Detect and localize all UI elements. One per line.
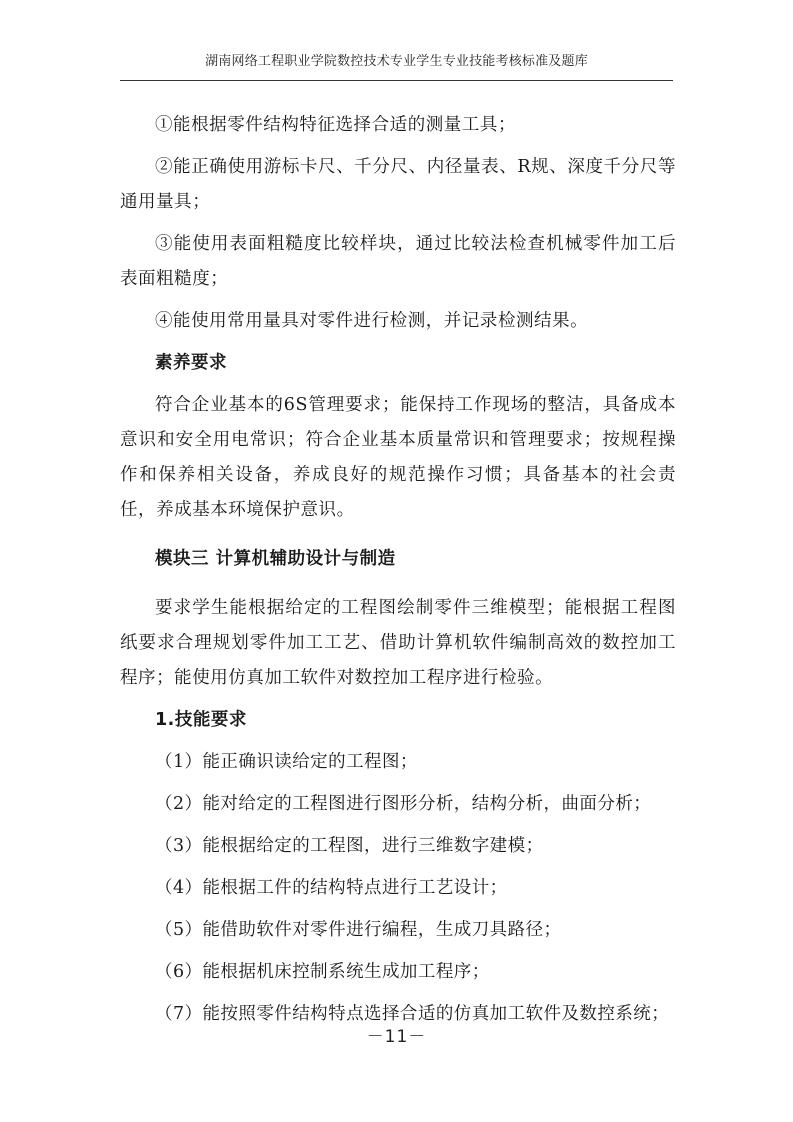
running-header: 湖南网络工程职业学院数控技术专业学生专业技能考核标准及题库 xyxy=(205,54,588,69)
module-3-intro: 要求学生能根据给定的工程图绘制零件三维模型；能根据工程图纸要求合理规划零件加工工艺、借助计算机软件编制高效的数控加工程序；能使用仿真加工软件对数控加工程序进行检验。 xyxy=(120,598,676,688)
page-number: －11－ xyxy=(366,1027,427,1047)
quality-paragraph: 符合企业基本的6S管理要求；能保持工作现场的整洁，具备成本意识和安全用电常识；符合企业基本质量常识和管理要求；按规程操作和保养相关设备，养成良好的规范操作习惯；具备基本的社会责任，养成基本环境保护意识。 xyxy=(120,395,676,520)
skill-item-7: （7）能按照零件结构特点选择合适的仿真加工软件及数控系统； xyxy=(155,1004,670,1024)
measurement-item-4: ④能使用常用量具对零件进行检测，并记录检测结果。 xyxy=(155,311,589,331)
skill-item-3: （3）能根据给定的工程图，进行三维数字建模； xyxy=(155,836,544,856)
skill-item-4: （4）能根据工件的结构特点进行工艺设计； xyxy=(155,878,508,898)
skill-item-6: （6）能根据机床控制系统生成加工程序； xyxy=(155,962,490,982)
module-3-heading: 模块三 计算机辅助设计与制造 xyxy=(155,549,396,569)
page-body xyxy=(120,108,676,1039)
skill-item-2: （2）能对给定的工程图进行图形分析，结构分析，曲面分析； xyxy=(155,794,652,814)
measurement-item-3: ③能使用表面粗糙度比较样块，通过比较法检查机械零件加工后表面粗糙度； xyxy=(120,234,676,289)
skills-heading: 1.技能要求 xyxy=(155,710,247,730)
measurement-item-2: ②能正确使用游标卡尺、千分尺、内径量表、R规、深度千分尺等通用量具； xyxy=(120,157,676,212)
quality-heading: 素养要求 xyxy=(155,353,227,373)
measurement-item-1: ①能根据零件结构特征选择合适的测量工具； xyxy=(155,115,516,135)
header-divider xyxy=(120,80,673,81)
skill-item-5: （5）能借助软件对零件进行编程，生成刀具路径； xyxy=(155,920,562,940)
skill-item-1: （1）能正确识读给定的工程图； xyxy=(155,752,418,772)
